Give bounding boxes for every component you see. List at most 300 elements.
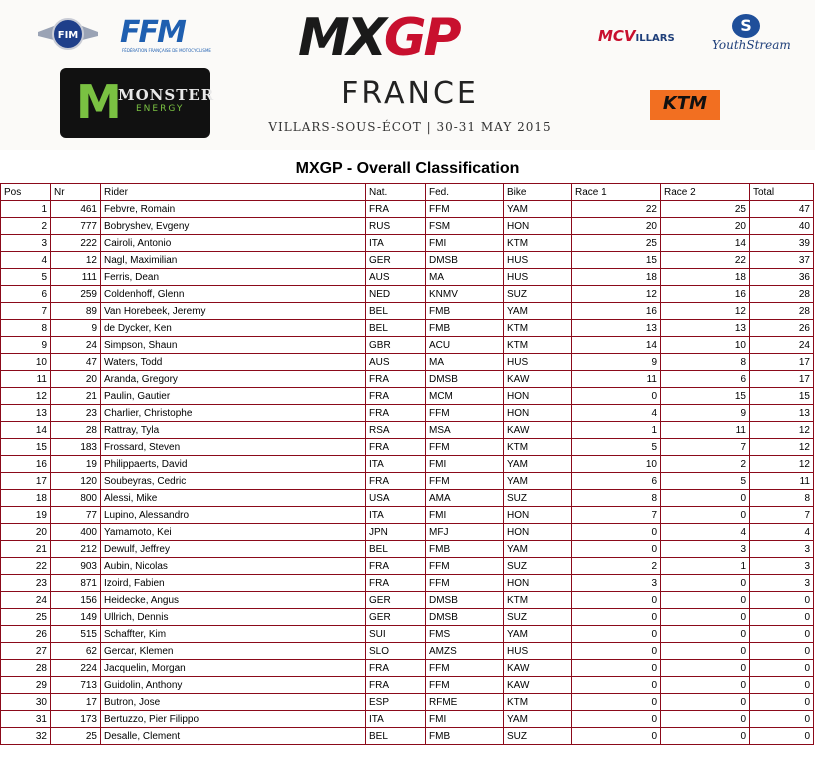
race1-cell: 20 xyxy=(572,218,661,235)
bike-cell: KTM xyxy=(504,235,572,252)
nat-cell: FRA xyxy=(366,388,426,405)
race1-cell: 0 xyxy=(572,626,661,643)
pos-cell: 17 xyxy=(1,473,51,490)
total-cell: 36 xyxy=(750,269,814,286)
nr-cell: 120 xyxy=(51,473,101,490)
table-row xyxy=(1,337,814,354)
nat-cell: SLO xyxy=(366,643,426,660)
bike-cell: KAW xyxy=(504,677,572,694)
total-cell: 28 xyxy=(750,286,814,303)
monster-logo-energy: ENERGY xyxy=(136,104,185,114)
classification-table xyxy=(0,183,814,745)
race1-cell: 2 xyxy=(572,558,661,575)
rider-cell: de Dycker, Ken xyxy=(101,320,366,337)
nr-cell: 25 xyxy=(51,728,101,745)
fed-cell: FMI xyxy=(426,711,504,728)
nr-cell: 149 xyxy=(51,609,101,626)
fed-cell: FFM xyxy=(426,439,504,456)
total-cell: 0 xyxy=(750,728,814,745)
fed-cell: FMI xyxy=(426,456,504,473)
pos-cell: 8 xyxy=(1,320,51,337)
fed-cell: DMSB xyxy=(426,609,504,626)
rider-cell: Cairoli, Antonio xyxy=(101,235,366,252)
race1-cell: 12 xyxy=(572,286,661,303)
nat-cell: FRA xyxy=(366,405,426,422)
pos-cell: 14 xyxy=(1,422,51,439)
total-cell: 28 xyxy=(750,303,814,320)
rider-cell: Ullrich, Dennis xyxy=(101,609,366,626)
total-cell: 40 xyxy=(750,218,814,235)
rider-cell: Coldenhoff, Glenn xyxy=(101,286,366,303)
nat-cell: FRA xyxy=(366,660,426,677)
total-cell: 39 xyxy=(750,235,814,252)
table-row xyxy=(1,507,814,524)
race2-cell: 0 xyxy=(661,728,750,745)
table-row xyxy=(1,626,814,643)
race1-cell: 3 xyxy=(572,575,661,592)
rider-cell: Paulin, Gautier xyxy=(101,388,366,405)
nr-cell: 111 xyxy=(51,269,101,286)
total-cell: 12 xyxy=(750,439,814,456)
nat-cell: AUS xyxy=(366,269,426,286)
fed-cell: FMB xyxy=(426,303,504,320)
fed-cell: MCM xyxy=(426,388,504,405)
bike-cell: YAM xyxy=(504,473,572,490)
nr-cell: 183 xyxy=(51,439,101,456)
fed-cell: FFM xyxy=(426,473,504,490)
nat-cell: ITA xyxy=(366,235,426,252)
table-row xyxy=(1,320,814,337)
nr-cell: 19 xyxy=(51,456,101,473)
total-cell: 47 xyxy=(750,201,814,218)
column-header-race1: Race 1 xyxy=(572,184,661,201)
pos-cell: 29 xyxy=(1,677,51,694)
nat-cell: RSA xyxy=(366,422,426,439)
pos-cell: 31 xyxy=(1,711,51,728)
pos-cell: 9 xyxy=(1,337,51,354)
nat-cell: ITA xyxy=(366,507,426,524)
bike-cell: HON xyxy=(504,507,572,524)
table-row xyxy=(1,490,814,507)
bike-cell: HON xyxy=(504,405,572,422)
race1-cell: 0 xyxy=(572,592,661,609)
race1-cell: 11 xyxy=(572,371,661,388)
table-row xyxy=(1,660,814,677)
nr-cell: 515 xyxy=(51,626,101,643)
nat-cell: RUS xyxy=(366,218,426,235)
race1-cell: 0 xyxy=(572,711,661,728)
rider-cell: Schaffter, Kim xyxy=(101,626,366,643)
monster-energy-logo xyxy=(60,68,215,138)
fed-cell: ACU xyxy=(426,337,504,354)
table-row xyxy=(1,524,814,541)
pos-cell: 7 xyxy=(1,303,51,320)
fed-cell: FFM xyxy=(426,575,504,592)
rider-cell: Bobryshev, Evgeny xyxy=(101,218,366,235)
bike-cell: KAW xyxy=(504,422,572,439)
bike-cell: KAW xyxy=(504,371,572,388)
fed-cell: FFM xyxy=(426,405,504,422)
rider-cell: Yamamoto, Kei xyxy=(101,524,366,541)
table-row xyxy=(1,592,814,609)
race2-cell: 7 xyxy=(661,439,750,456)
race2-cell: 4 xyxy=(661,524,750,541)
nat-cell: BEL xyxy=(366,541,426,558)
pos-cell: 16 xyxy=(1,456,51,473)
total-cell: 13 xyxy=(750,405,814,422)
race2-cell: 2 xyxy=(661,456,750,473)
nat-cell: FRA xyxy=(366,473,426,490)
column-header-pos: Pos xyxy=(1,184,51,201)
fed-cell: FMS xyxy=(426,626,504,643)
bike-cell: KTM xyxy=(504,694,572,711)
race2-cell: 22 xyxy=(661,252,750,269)
race1-cell: 0 xyxy=(572,660,661,677)
nat-cell: GER xyxy=(366,592,426,609)
rider-cell: Waters, Todd xyxy=(101,354,366,371)
nr-cell: 21 xyxy=(51,388,101,405)
table-row xyxy=(1,694,814,711)
nat-cell: FRA xyxy=(366,558,426,575)
total-cell: 37 xyxy=(750,252,814,269)
fed-cell: FMB xyxy=(426,728,504,745)
mcv-logo-small: ILLARS xyxy=(635,33,675,44)
rider-cell: Simpson, Shaun xyxy=(101,337,366,354)
total-cell: 0 xyxy=(750,660,814,677)
race2-cell: 0 xyxy=(661,711,750,728)
table-row xyxy=(1,286,814,303)
bike-cell: HUS xyxy=(504,252,572,269)
nat-cell: AUS xyxy=(366,354,426,371)
event-venue-date: VILLARS-SOUS-ÉCOT | 30-31 MAY 2015 xyxy=(268,120,552,134)
table-row xyxy=(1,558,814,575)
race2-cell: 10 xyxy=(661,337,750,354)
race1-cell: 0 xyxy=(572,677,661,694)
total-cell: 7 xyxy=(750,507,814,524)
nr-cell: 62 xyxy=(51,643,101,660)
mcv-logo-text: MCV xyxy=(598,27,636,45)
race1-cell: 9 xyxy=(572,354,661,371)
race2-cell: 0 xyxy=(661,592,750,609)
race1-cell: 14 xyxy=(572,337,661,354)
total-cell: 15 xyxy=(750,388,814,405)
total-cell: 0 xyxy=(750,592,814,609)
pos-cell: 15 xyxy=(1,439,51,456)
race1-cell: 0 xyxy=(572,524,661,541)
ffm-logo-subtitle: FÉDÉRATION FRANÇAISE DE MOTOCYCLISME xyxy=(122,48,211,53)
nat-cell: FRA xyxy=(366,677,426,694)
race1-cell: 0 xyxy=(572,728,661,745)
pos-cell: 4 xyxy=(1,252,51,269)
race2-cell: 20 xyxy=(661,218,750,235)
mxgp-logo-mx: MX xyxy=(298,8,384,68)
table-row xyxy=(1,371,814,388)
race1-cell: 0 xyxy=(572,388,661,405)
pos-cell: 6 xyxy=(1,286,51,303)
bike-cell: SUZ xyxy=(504,609,572,626)
bike-cell: KTM xyxy=(504,337,572,354)
pos-cell: 20 xyxy=(1,524,51,541)
race2-cell: 8 xyxy=(661,354,750,371)
mxgp-logo-gp: GP xyxy=(383,8,459,68)
monster-logo-word: MONSTER xyxy=(118,86,215,104)
rider-cell: Gercar, Klemen xyxy=(101,643,366,660)
bike-cell: YAM xyxy=(504,456,572,473)
fed-cell: MA xyxy=(426,269,504,286)
race1-cell: 6 xyxy=(572,473,661,490)
page-title: MXGP - Overall Classification xyxy=(295,160,520,177)
nat-cell: NED xyxy=(366,286,426,303)
rider-cell: Frossard, Steven xyxy=(101,439,366,456)
race2-cell: 14 xyxy=(661,235,750,252)
column-header-bike: Bike xyxy=(504,184,572,201)
race2-cell: 0 xyxy=(661,626,750,643)
nat-cell: ESP xyxy=(366,694,426,711)
table-row xyxy=(1,405,814,422)
rider-cell: Van Horebeek, Jeremy xyxy=(101,303,366,320)
bike-cell: SUZ xyxy=(504,728,572,745)
bike-cell: YAM xyxy=(504,541,572,558)
table-row xyxy=(1,354,814,371)
total-cell: 3 xyxy=(750,541,814,558)
rider-cell: Philippaerts, David xyxy=(101,456,366,473)
column-header-fed: Fed. xyxy=(426,184,504,201)
bike-cell: YAM xyxy=(504,201,572,218)
nr-cell: 224 xyxy=(51,660,101,677)
table-row xyxy=(1,388,814,405)
nr-cell: 24 xyxy=(51,337,101,354)
nr-cell: 20 xyxy=(51,371,101,388)
race2-cell: 25 xyxy=(661,201,750,218)
fed-cell: KNMV xyxy=(426,286,504,303)
nr-cell: 871 xyxy=(51,575,101,592)
rider-cell: Aranda, Gregory xyxy=(101,371,366,388)
nr-cell: 173 xyxy=(51,711,101,728)
table-row xyxy=(1,728,814,745)
race2-cell: 0 xyxy=(661,507,750,524)
pos-cell: 28 xyxy=(1,660,51,677)
nr-cell: 222 xyxy=(51,235,101,252)
nr-cell: 47 xyxy=(51,354,101,371)
nr-cell: 903 xyxy=(51,558,101,575)
youthstream-logo xyxy=(708,14,791,58)
race2-cell: 12 xyxy=(661,303,750,320)
total-cell: 12 xyxy=(750,456,814,473)
bike-cell: HUS xyxy=(504,643,572,660)
rider-cell: Aubin, Nicolas xyxy=(101,558,366,575)
youthstream-logo-text: YouthStream xyxy=(712,38,791,52)
pos-cell: 27 xyxy=(1,643,51,660)
total-cell: 4 xyxy=(750,524,814,541)
nat-cell: JPN xyxy=(366,524,426,541)
column-header-total: Total xyxy=(750,184,814,201)
table-row xyxy=(1,711,814,728)
bike-cell: SUZ xyxy=(504,490,572,507)
race2-cell: 18 xyxy=(661,269,750,286)
total-cell: 12 xyxy=(750,422,814,439)
race2-cell: 0 xyxy=(661,677,750,694)
pos-cell: 30 xyxy=(1,694,51,711)
mxgp-logo xyxy=(298,10,518,66)
fed-cell: FFM xyxy=(426,660,504,677)
rider-cell: Izoird, Fabien xyxy=(101,575,366,592)
nr-cell: 23 xyxy=(51,405,101,422)
fed-cell: FFM xyxy=(426,677,504,694)
nr-cell: 17 xyxy=(51,694,101,711)
nat-cell: SUI xyxy=(366,626,426,643)
table-row xyxy=(1,473,814,490)
nat-cell: FRA xyxy=(366,575,426,592)
race2-cell: 0 xyxy=(661,643,750,660)
total-cell: 11 xyxy=(750,473,814,490)
pos-cell: 19 xyxy=(1,507,51,524)
total-cell: 0 xyxy=(750,677,814,694)
table-row xyxy=(1,303,814,320)
pos-cell: 1 xyxy=(1,201,51,218)
monster-claw-icon: M xyxy=(76,75,122,129)
nat-cell: BEL xyxy=(366,320,426,337)
race1-cell: 4 xyxy=(572,405,661,422)
race2-cell: 11 xyxy=(661,422,750,439)
youthstream-emblem-icon: S xyxy=(732,14,760,38)
table-row xyxy=(1,235,814,252)
table-header-row xyxy=(1,184,814,201)
race2-cell: 0 xyxy=(661,490,750,507)
race1-cell: 0 xyxy=(572,541,661,558)
event-country: FRANCE xyxy=(341,76,479,111)
rider-cell: Butron, Jose xyxy=(101,694,366,711)
race1-cell: 0 xyxy=(572,643,661,660)
total-cell: 0 xyxy=(750,711,814,728)
race1-cell: 7 xyxy=(572,507,661,524)
nat-cell: FRA xyxy=(366,201,426,218)
fed-cell: FMB xyxy=(426,320,504,337)
race2-cell: 1 xyxy=(661,558,750,575)
table-row xyxy=(1,218,814,235)
table-body xyxy=(1,201,814,745)
race1-cell: 18 xyxy=(572,269,661,286)
pos-cell: 3 xyxy=(1,235,51,252)
bike-cell: KTM xyxy=(504,439,572,456)
race2-cell: 6 xyxy=(661,371,750,388)
fed-cell: DMSB xyxy=(426,592,504,609)
column-header-race2: Race 2 xyxy=(661,184,750,201)
pos-cell: 10 xyxy=(1,354,51,371)
race1-cell: 22 xyxy=(572,201,661,218)
nat-cell: FRA xyxy=(366,371,426,388)
bike-cell: KTM xyxy=(504,320,572,337)
race2-cell: 15 xyxy=(661,388,750,405)
bike-cell: KTM xyxy=(504,592,572,609)
pos-cell: 5 xyxy=(1,269,51,286)
race2-cell: 9 xyxy=(661,405,750,422)
fed-cell: FSM xyxy=(426,218,504,235)
ffm-logo-text: FFM xyxy=(120,15,185,50)
pos-cell: 2 xyxy=(1,218,51,235)
race2-cell: 3 xyxy=(661,541,750,558)
bike-cell: HON xyxy=(504,524,572,541)
nr-cell: 461 xyxy=(51,201,101,218)
table-row xyxy=(1,439,814,456)
fed-cell: RFME xyxy=(426,694,504,711)
pos-cell: 21 xyxy=(1,541,51,558)
race1-cell: 16 xyxy=(572,303,661,320)
bike-cell: HON xyxy=(504,575,572,592)
total-cell: 8 xyxy=(750,490,814,507)
bike-cell: HON xyxy=(504,388,572,405)
nr-cell: 156 xyxy=(51,592,101,609)
race1-cell: 15 xyxy=(572,252,661,269)
rider-cell: Lupino, Alessandro xyxy=(101,507,366,524)
nat-cell: GER xyxy=(366,252,426,269)
column-header-nr: Nr xyxy=(51,184,101,201)
fed-cell: MFJ xyxy=(426,524,504,541)
table-row xyxy=(1,643,814,660)
nr-cell: 89 xyxy=(51,303,101,320)
pos-cell: 12 xyxy=(1,388,51,405)
rider-cell: Guidolin, Anthony xyxy=(101,677,366,694)
fed-cell: DMSB xyxy=(426,252,504,269)
fed-cell: FMI xyxy=(426,507,504,524)
nat-cell: USA xyxy=(366,490,426,507)
rider-cell: Heidecke, Angus xyxy=(101,592,366,609)
rider-cell: Alessi, Mike xyxy=(101,490,366,507)
pos-cell: 23 xyxy=(1,575,51,592)
event-header xyxy=(0,0,815,150)
bike-cell: YAM xyxy=(504,711,572,728)
nr-cell: 713 xyxy=(51,677,101,694)
nat-cell: GER xyxy=(366,609,426,626)
rider-cell: Jacquelin, Morgan xyxy=(101,660,366,677)
race1-cell: 10 xyxy=(572,456,661,473)
rider-cell: Dewulf, Jeffrey xyxy=(101,541,366,558)
nr-cell: 28 xyxy=(51,422,101,439)
race2-cell: 0 xyxy=(661,609,750,626)
rider-cell: Nagl, Maximilian xyxy=(101,252,366,269)
race2-cell: 16 xyxy=(661,286,750,303)
nr-cell: 259 xyxy=(51,286,101,303)
nr-cell: 400 xyxy=(51,524,101,541)
pos-cell: 13 xyxy=(1,405,51,422)
rider-cell: Soubeyras, Cedric xyxy=(101,473,366,490)
pos-cell: 26 xyxy=(1,626,51,643)
total-cell: 0 xyxy=(750,643,814,660)
total-cell: 3 xyxy=(750,558,814,575)
nr-cell: 777 xyxy=(51,218,101,235)
total-cell: 0 xyxy=(750,694,814,711)
table-row xyxy=(1,252,814,269)
bike-cell: SUZ xyxy=(504,558,572,575)
fed-cell: MSA xyxy=(426,422,504,439)
table-row xyxy=(1,609,814,626)
race1-cell: 13 xyxy=(572,320,661,337)
race1-cell: 1 xyxy=(572,422,661,439)
total-cell: 0 xyxy=(750,626,814,643)
fed-cell: AMA xyxy=(426,490,504,507)
bike-cell: HON xyxy=(504,218,572,235)
column-header-nat: Nat. xyxy=(366,184,426,201)
bike-cell: KAW xyxy=(504,660,572,677)
race2-cell: 5 xyxy=(661,473,750,490)
fed-cell: DMSB xyxy=(426,371,504,388)
fim-logo xyxy=(36,16,100,54)
total-cell: 17 xyxy=(750,354,814,371)
race2-cell: 0 xyxy=(661,660,750,677)
rider-cell: Rattray, Tyla xyxy=(101,422,366,439)
pos-cell: 32 xyxy=(1,728,51,745)
race2-cell: 0 xyxy=(661,575,750,592)
bike-cell: YAM xyxy=(504,626,572,643)
